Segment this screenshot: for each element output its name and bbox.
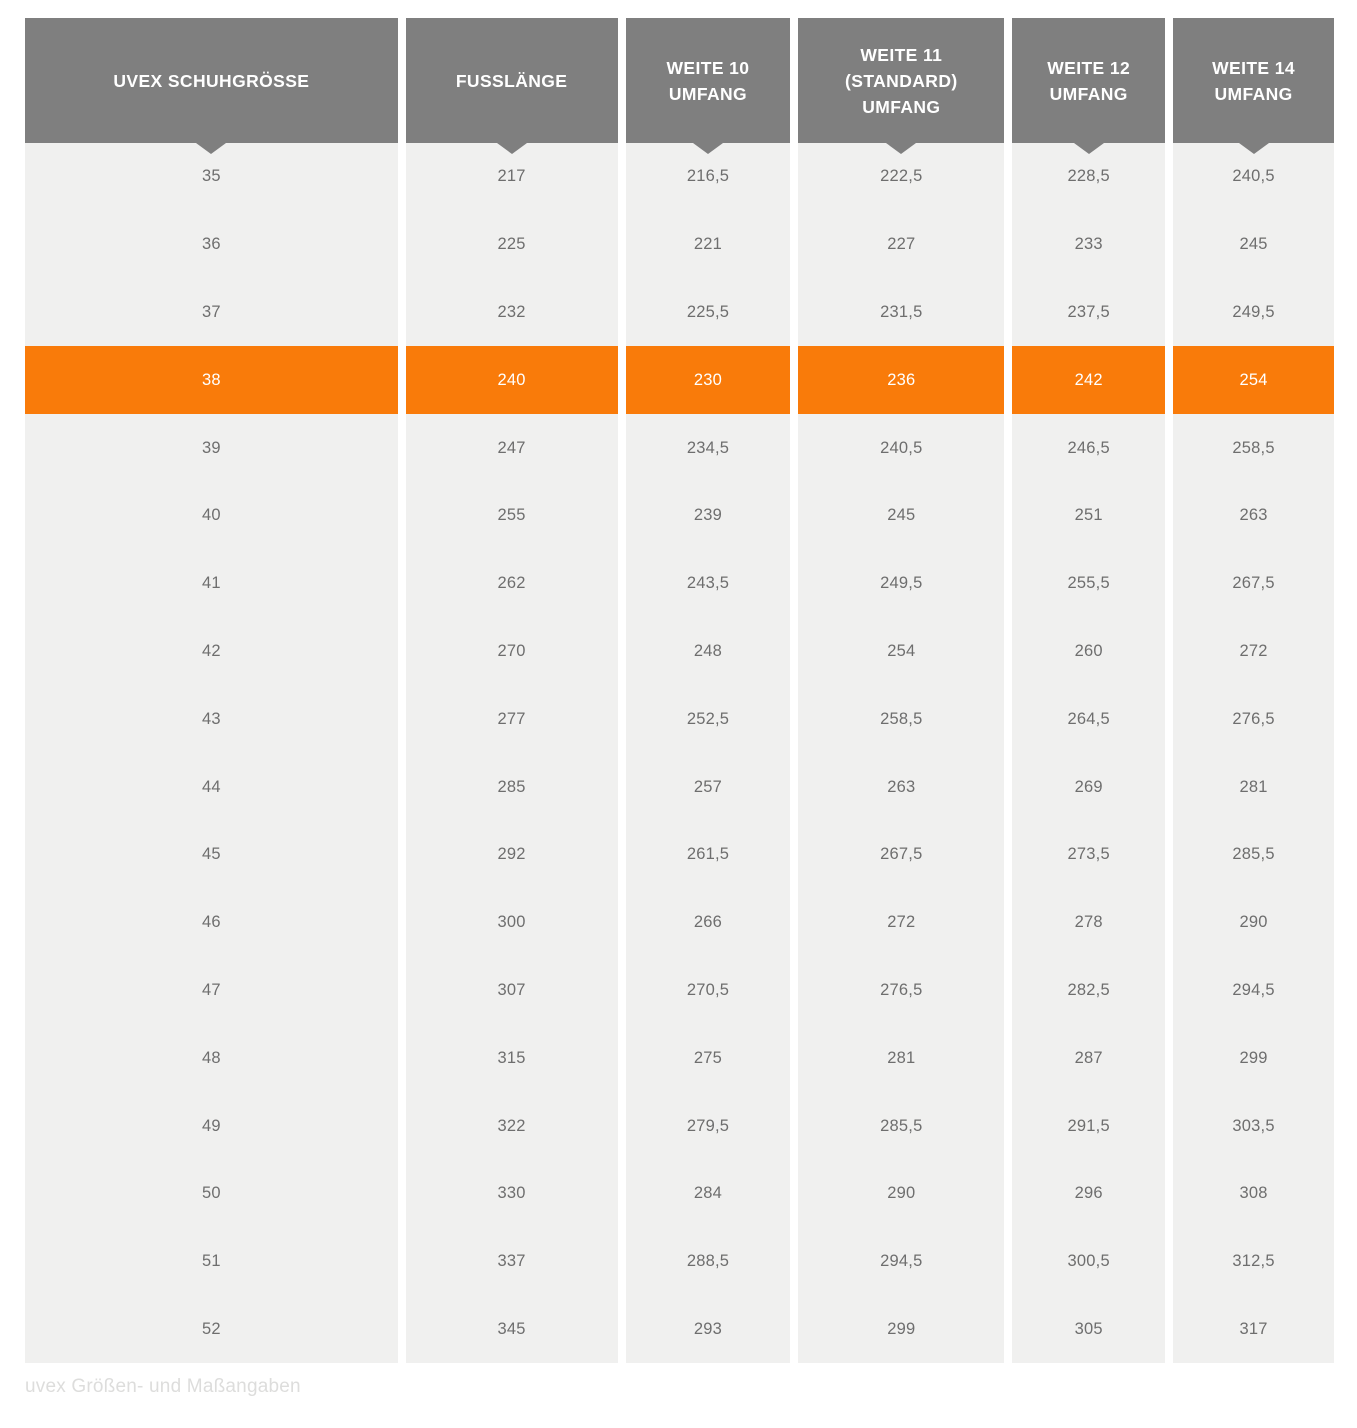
- cell-weite10-52[interactable]: 293: [626, 1296, 791, 1364]
- cell-schuhgroesse-48[interactable]: 48: [25, 1024, 398, 1092]
- cell-weite14-38[interactable]: 254: [1173, 346, 1334, 414]
- cell-weite10-42[interactable]: 248: [626, 618, 791, 686]
- cell-weite12-46[interactable]: 278: [1012, 889, 1165, 957]
- column-header-weite10: [626, 18, 791, 143]
- cell-weite11-41[interactable]: 249,5: [798, 550, 1004, 618]
- column-header-schuhgroesse: [25, 18, 398, 143]
- cell-weite11-39[interactable]: 240,5: [798, 414, 1004, 482]
- cell-weite14-47[interactable]: 294,5: [1173, 957, 1334, 1025]
- column-header-line: UMFANG: [668, 83, 748, 104]
- cell-weite12-50[interactable]: 296: [1012, 1160, 1165, 1228]
- cell-weite12-37[interactable]: 237,5: [1012, 279, 1165, 347]
- cell-schuhgroesse-43[interactable]: 43: [25, 685, 398, 753]
- column-header-weite11: [798, 18, 1004, 143]
- cell-fusslaenge-48[interactable]: 315: [406, 1024, 618, 1092]
- cell-schuhgroesse-40[interactable]: 40: [25, 482, 398, 550]
- cell-schuhgroesse-38[interactable]: 38: [25, 346, 398, 414]
- cell-weite11-35[interactable]: 222,5: [798, 143, 1004, 211]
- cell-schuhgroesse-35[interactable]: 35: [25, 143, 398, 211]
- cell-weite14-35[interactable]: 240,5: [1173, 143, 1334, 211]
- column-header-line: UMFANG: [1049, 83, 1128, 104]
- cell-weite14-46[interactable]: 290: [1173, 889, 1334, 957]
- cell-schuhgroesse-41[interactable]: 41: [25, 550, 398, 618]
- cell-weite10-50[interactable]: 284: [626, 1160, 791, 1228]
- column-header-line: UVEX SCHUHGRÖSSE: [113, 70, 310, 91]
- cell-schuhgroesse-39[interactable]: 39: [25, 414, 398, 482]
- column-header-line: FUSSLÄNGE: [455, 70, 568, 91]
- cell-weite11-51[interactable]: 294,5: [798, 1228, 1004, 1296]
- cell-schuhgroesse-44[interactable]: 44: [25, 753, 398, 821]
- cell-weite11-50[interactable]: 290: [798, 1160, 1004, 1228]
- cell-weite12-48[interactable]: 287: [1012, 1024, 1165, 1092]
- cell-schuhgroesse-36[interactable]: 36: [25, 211, 398, 279]
- cell-weite14-48[interactable]: 299: [1173, 1024, 1334, 1092]
- cell-weite12-44[interactable]: 269: [1012, 753, 1165, 821]
- cell-weite10-40[interactable]: 239: [626, 482, 791, 550]
- column-header-line: WEITE 12: [1047, 57, 1131, 78]
- cell-weite11-42[interactable]: 254: [798, 618, 1004, 686]
- cell-weite10-36[interactable]: 221: [626, 211, 791, 279]
- table-caption: uvex Größen- und Maßangaben: [25, 1376, 301, 1398]
- cell-fusslaenge-47[interactable]: 307: [406, 957, 618, 1025]
- cell-fusslaenge-52[interactable]: 345: [406, 1296, 618, 1364]
- cell-weite10-46[interactable]: 266: [626, 889, 791, 957]
- cell-weite12-42[interactable]: 260: [1012, 618, 1165, 686]
- cell-weite12-45[interactable]: 273,5: [1012, 821, 1165, 889]
- cell-weite11-36[interactable]: 227: [798, 211, 1004, 279]
- cell-weite11-48[interactable]: 281: [798, 1024, 1004, 1092]
- cell-weite14-43[interactable]: 276,5: [1173, 685, 1334, 753]
- cell-weite10-39[interactable]: 234,5: [626, 414, 791, 482]
- cell-fusslaenge-38[interactable]: 240: [406, 346, 618, 414]
- cell-weite11-47[interactable]: 276,5: [798, 957, 1004, 1025]
- cell-weite14-41[interactable]: 267,5: [1173, 550, 1334, 618]
- cell-weite10-44[interactable]: 257: [626, 753, 791, 821]
- cell-weite14-45[interactable]: 285,5: [1173, 821, 1334, 889]
- cell-weite14-42[interactable]: 272: [1173, 618, 1334, 686]
- cell-weite11-40[interactable]: 245: [798, 482, 1004, 550]
- column-header-line: UMFANG: [1214, 83, 1293, 104]
- cell-schuhgroesse-52[interactable]: 52: [25, 1296, 398, 1364]
- cell-weite10-35[interactable]: 216,5: [626, 143, 791, 211]
- column-header-fusslaenge: [406, 18, 618, 143]
- cell-weite10-45[interactable]: 261,5: [626, 821, 791, 889]
- cell-weite14-40[interactable]: 263: [1173, 482, 1334, 550]
- column-header-line: UMFANG: [862, 96, 941, 117]
- cell-weite11-44[interactable]: 263: [798, 753, 1004, 821]
- cell-weite12-52[interactable]: 305: [1012, 1296, 1165, 1364]
- cell-weite12-49[interactable]: 291,5: [1012, 1092, 1165, 1160]
- cell-weite14-37[interactable]: 249,5: [1173, 279, 1334, 347]
- cell-fusslaenge-42[interactable]: 270: [406, 618, 618, 686]
- cell-weite11-46[interactable]: 272: [798, 889, 1004, 957]
- cell-weite11-37[interactable]: 231,5: [798, 279, 1004, 347]
- cell-fusslaenge-45[interactable]: 292: [406, 821, 618, 889]
- cell-weite11-52[interactable]: 299: [798, 1296, 1004, 1364]
- column-header-line: WEITE 14: [1212, 57, 1296, 78]
- cell-weite12-36[interactable]: 233: [1012, 211, 1165, 279]
- cell-weite10-48[interactable]: 275: [626, 1024, 791, 1092]
- cell-weite11-49[interactable]: 285,5: [798, 1092, 1004, 1160]
- column-header-line: WEITE 11: [860, 44, 943, 65]
- cell-weite12-51[interactable]: 300,5: [1012, 1228, 1165, 1296]
- cell-weite10-41[interactable]: 243,5: [626, 550, 791, 618]
- cell-weite12-38[interactable]: 242: [1012, 346, 1165, 414]
- cell-weite14-36[interactable]: 245: [1173, 211, 1334, 279]
- cell-weite12-40[interactable]: 251: [1012, 482, 1165, 550]
- cell-schuhgroesse-42[interactable]: 42: [25, 618, 398, 686]
- cell-fusslaenge-44[interactable]: 285: [406, 753, 618, 821]
- cell-fusslaenge-43[interactable]: 277: [406, 685, 618, 753]
- cell-weite14-52[interactable]: 317: [1173, 1296, 1334, 1364]
- cell-fusslaenge-50[interactable]: 330: [406, 1160, 618, 1228]
- column-header-weite12: [1012, 18, 1165, 143]
- column-header-line: WEITE 10: [666, 57, 750, 78]
- cell-schuhgroesse-47[interactable]: 47: [25, 957, 398, 1025]
- cell-weite14-39[interactable]: 258,5: [1173, 414, 1334, 482]
- cell-fusslaenge-51[interactable]: 337: [406, 1228, 618, 1296]
- cell-weite12-47[interactable]: 282,5: [1012, 957, 1165, 1025]
- cell-weite12-39[interactable]: 246,5: [1012, 414, 1165, 482]
- cell-weite11-43[interactable]: 258,5: [798, 685, 1004, 753]
- cell-fusslaenge-36[interactable]: 225: [406, 211, 618, 279]
- cell-weite10-49[interactable]: 279,5: [626, 1092, 791, 1160]
- column-header-weite14: [1173, 18, 1334, 143]
- cell-weite14-51[interactable]: 312,5: [1173, 1228, 1334, 1296]
- cell-weite10-47[interactable]: 270,5: [626, 957, 791, 1025]
- cell-schuhgroesse-46[interactable]: 46: [25, 889, 398, 957]
- cell-fusslaenge-35[interactable]: 217: [406, 143, 618, 211]
- cell-weite10-51[interactable]: 288,5: [626, 1228, 791, 1296]
- cell-fusslaenge-37[interactable]: 232: [406, 279, 618, 347]
- cell-weite11-45[interactable]: 267,5: [798, 821, 1004, 889]
- size-table: [25, 18, 1334, 1363]
- cell-fusslaenge-49[interactable]: 322: [406, 1092, 618, 1160]
- cell-weite10-37[interactable]: 225,5: [626, 279, 791, 347]
- column-header-line: (STANDARD): [845, 70, 958, 91]
- cell-weite14-50[interactable]: 308: [1173, 1160, 1334, 1228]
- cell-weite12-41[interactable]: 255,5: [1012, 550, 1165, 618]
- cell-schuhgroesse-49[interactable]: 49: [25, 1092, 398, 1160]
- cell-weite14-44[interactable]: 281: [1173, 753, 1334, 821]
- cell-weite14-49[interactable]: 303,5: [1173, 1092, 1334, 1160]
- cell-weite10-43[interactable]: 252,5: [626, 685, 791, 753]
- cell-fusslaenge-40[interactable]: 255: [406, 482, 618, 550]
- cell-fusslaenge-39[interactable]: 247: [406, 414, 618, 482]
- cell-weite12-43[interactable]: 264,5: [1012, 685, 1165, 753]
- cell-weite11-38[interactable]: 236: [798, 346, 1004, 414]
- cell-fusslaenge-46[interactable]: 300: [406, 889, 618, 957]
- cell-weite12-35[interactable]: 228,5: [1012, 143, 1165, 211]
- cell-fusslaenge-41[interactable]: 262: [406, 550, 618, 618]
- cell-schuhgroesse-37[interactable]: 37: [25, 279, 398, 347]
- cell-schuhgroesse-51[interactable]: 51: [25, 1228, 398, 1296]
- cell-schuhgroesse-50[interactable]: 50: [25, 1160, 398, 1228]
- cell-schuhgroesse-45[interactable]: 45: [25, 821, 398, 889]
- cell-weite10-38[interactable]: 230: [626, 346, 791, 414]
